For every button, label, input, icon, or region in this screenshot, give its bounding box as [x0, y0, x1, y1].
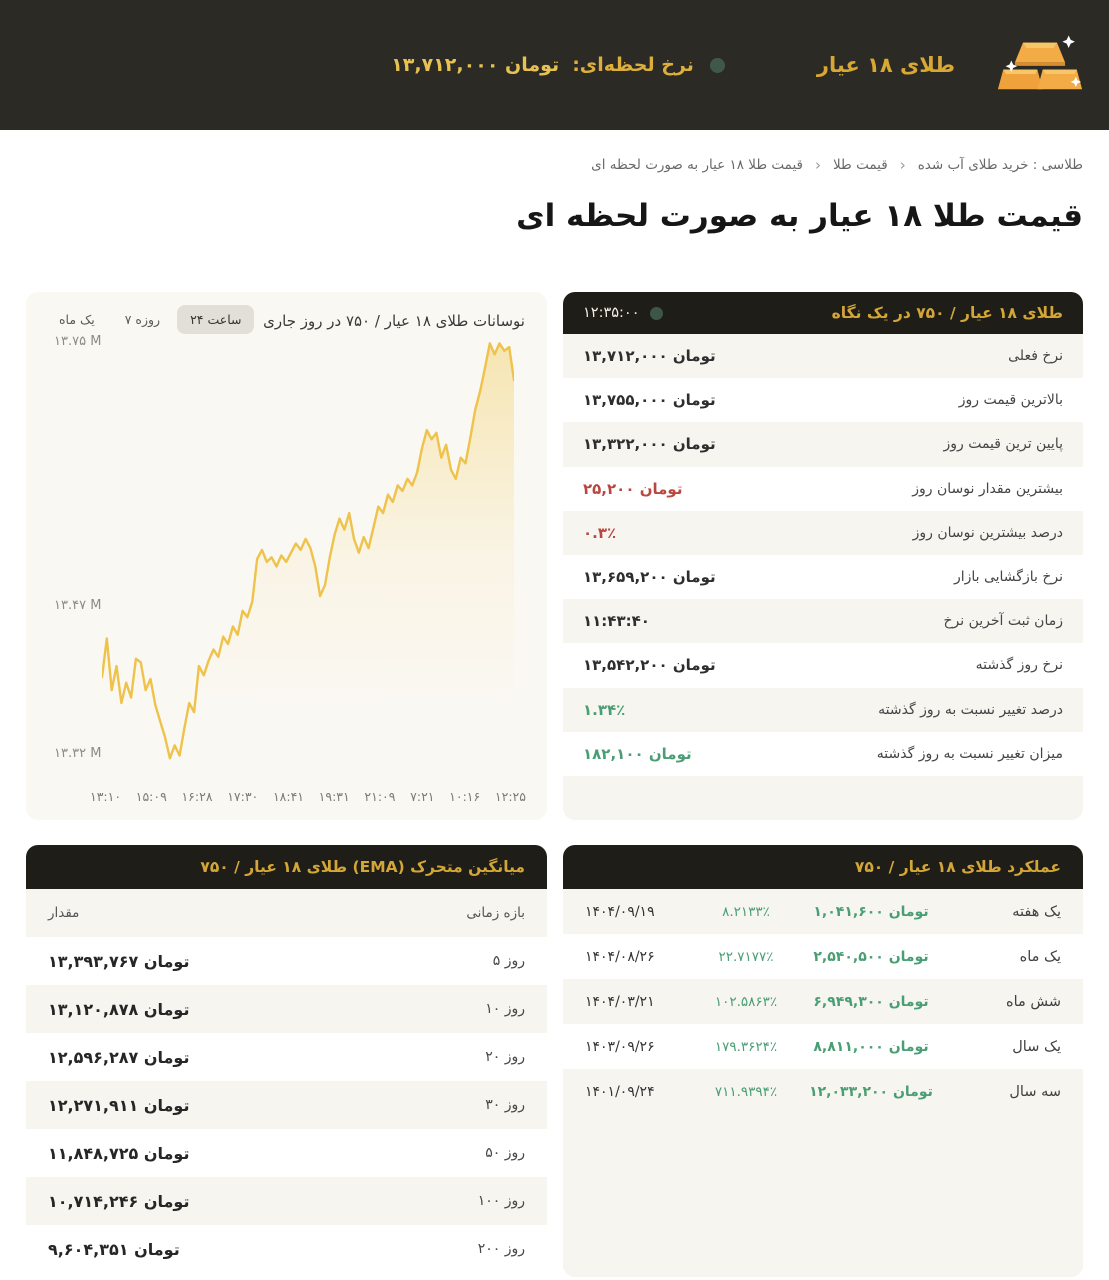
performance-percent: ۷۱۱.۹۳۹۴٪ — [714, 1083, 778, 1100]
brand-title[interactable]: طلای ۱۸ عیار — [816, 53, 955, 77]
summary-row — [563, 688, 1083, 732]
summary-row — [563, 334, 1083, 378]
summary-row — [563, 599, 1083, 643]
ema-period: ۱۰ روز — [485, 1001, 525, 1017]
ema-table-card — [26, 845, 547, 1275]
summary-row-value: ۱۳,۳۲۲,۰۰۰ تومان — [583, 435, 716, 454]
ema-period: ۵ روز — [492, 953, 525, 969]
performance-period: یک سال — [1012, 1038, 1061, 1055]
ema-value: ۱۳,۱۲۰,۸۷۸ تومان — [48, 999, 190, 1019]
summary-row-label: بالاترین قیمت روز — [958, 392, 1063, 409]
breadcrumb-item[interactable]: قیمت طلا — [833, 157, 888, 173]
ema-row — [26, 1129, 547, 1177]
ema-period: ۲۰۰ روز — [477, 1241, 525, 1257]
site-header — [0, 0, 1109, 130]
x-axis-tick: ۱۲:۲۵ — [494, 789, 526, 804]
performance-table-title: عملکرد طلای ۱۸ عیار / ۷۵۰ — [854, 858, 1061, 876]
ema-value: ۹,۶۰۴,۳۵۱ تومان — [48, 1239, 180, 1259]
ema-row — [26, 1225, 547, 1273]
summary-row-value: ۱۳,۷۱۲,۰۰۰ تومان — [583, 347, 716, 366]
ema-row — [26, 985, 547, 1033]
gold-bars-icon[interactable] — [997, 30, 1083, 100]
x-axis-tick: ۱۳:۱۰ — [90, 789, 122, 804]
performance-row — [563, 934, 1083, 979]
live-rate-label: نرخ لحظه‌ای: — [572, 54, 694, 76]
chart-area-fill — [102, 343, 514, 774]
y-axis-tick: ۱۳.۳۲ M — [54, 746, 102, 761]
ema-col-value: مقدار — [48, 905, 80, 921]
price-chart-card — [26, 292, 547, 820]
performance-amount: ۶,۹۴۹,۳۰۰ تومان — [813, 993, 929, 1010]
x-axis-ticks — [90, 789, 526, 804]
performance-period: سه سال — [1009, 1083, 1061, 1100]
x-axis-tick: ۷:۲۱ — [410, 789, 435, 804]
performance-row — [563, 979, 1083, 1024]
summary-row-label: درصد بیشترین نوسان روز — [912, 524, 1063, 541]
performance-amount: ۸,۸۱۱,۰۰۰ تومان — [813, 1038, 929, 1055]
summary-row-value: ۱۳,۶۵۹,۲۰۰ تومان — [583, 568, 716, 587]
summary-row — [563, 378, 1083, 422]
performance-period: یک ماه — [1019, 948, 1061, 965]
x-axis-tick: ۱۰:۱۶ — [449, 789, 481, 804]
chart-tab-active[interactable]: ۲۴ ساعت — [177, 305, 254, 334]
ema-period: ۲۰ روز — [485, 1049, 525, 1065]
performance-row — [563, 1024, 1083, 1069]
summary-row-label: درصد تغییر نسبت به روز گذشته — [878, 701, 1063, 718]
summary-row-label: بیشترین مقدار نوسان روز — [912, 480, 1063, 497]
summary-table-title: طلای ۱۸ عیار / ۷۵۰ در یک نگاه — [831, 304, 1063, 322]
summary-row-value: ۱۳,۷۵۵,۰۰۰ تومان — [583, 391, 716, 410]
chart-tab-option[interactable]: یک ماه — [59, 312, 95, 327]
breadcrumb-item[interactable]: طلاسی : خرید طلای آب شده — [917, 157, 1083, 173]
status-dot-icon — [650, 307, 663, 320]
performance-amount: ۱۲,۰۳۳,۲۰۰ تومان — [809, 1083, 933, 1100]
summary-table-card — [563, 292, 1083, 820]
summary-row-value: ۲۵,۲۰۰ تومان — [583, 479, 683, 498]
ema-row — [26, 1033, 547, 1081]
ema-value: ۱۲,۵۹۶,۲۸۷ تومان — [48, 1047, 190, 1067]
summary-rows — [563, 334, 1083, 820]
summary-row — [563, 422, 1083, 466]
summary-row-label: پایین ترین قیمت روز — [943, 436, 1063, 453]
performance-rows — [563, 889, 1083, 1114]
summary-table-header — [563, 292, 1083, 334]
summary-row-label: میزان تغییر نسبت به روز گذشته — [876, 745, 1063, 762]
x-axis-tick: ۱۵:۰۹ — [135, 789, 167, 804]
x-axis-tick: ۱۹:۳۱ — [318, 789, 350, 804]
summary-row-label: نرخ فعلی — [1008, 348, 1063, 365]
ema-table-header — [26, 845, 547, 889]
breadcrumb-item[interactable]: قیمت طلا ۱۸ عیار به صورت لحظه ای — [591, 157, 803, 173]
ema-period: ۳۰ روز — [485, 1097, 525, 1113]
summary-time: ۱۲:۳۵:۰۰ — [583, 305, 640, 321]
ema-col-period: بازه زمانی — [466, 905, 525, 921]
chevron-left-icon: ‹ — [899, 156, 906, 174]
summary-row-value: ۱۸۲,۱۰۰ تومان — [583, 744, 692, 763]
performance-percent: ۲۲.۷۱۷۷٪ — [718, 948, 774, 965]
chart-title: نوسانات طلای ۱۸ عیار / ۷۵۰ در روز جاری — [263, 312, 525, 330]
summary-row-label: زمان ثبت آخرین نرخ — [943, 613, 1063, 630]
performance-amount: ۱,۰۴۱,۶۰۰ تومان — [813, 903, 929, 920]
ema-period: ۱۰۰ روز — [477, 1193, 525, 1209]
performance-table-header — [563, 845, 1083, 889]
performance-row — [563, 1069, 1083, 1114]
chart-tab-option[interactable]: ۷ روزه — [124, 312, 161, 327]
performance-row — [563, 889, 1083, 934]
performance-percent: ۱۷۹.۳۶۲۴٪ — [714, 1038, 778, 1055]
x-axis-tick: ۱۸:۴۱ — [272, 789, 305, 804]
ema-row — [26, 937, 547, 985]
summary-row-label: نرخ بازگشایی بازار — [953, 569, 1063, 586]
summary-row — [563, 732, 1083, 776]
live-status-dot-icon — [710, 58, 725, 73]
ema-rows — [26, 937, 547, 1273]
main-content — [26, 292, 1083, 1277]
x-axis-tick: ۲۱:۰۹ — [364, 789, 396, 804]
ema-row — [26, 1177, 547, 1225]
performance-date: ۱۴۰۴/۰۳/۲۱ — [585, 993, 655, 1010]
performance-percent: ۸.۲۱۳۳٪ — [722, 903, 770, 920]
performance-percent: ۱۰۲.۵۸۶۳٪ — [714, 993, 778, 1010]
performance-table-card — [563, 845, 1083, 1277]
summary-row-label: نرخ روز گذشته — [975, 657, 1063, 674]
ema-period: ۵۰ روز — [485, 1145, 525, 1161]
performance-amount: ۲,۵۴۰,۵۰۰ تومان — [813, 948, 929, 965]
price-line-chart — [102, 336, 514, 774]
performance-date: ۱۴۰۳/۰۹/۲۶ — [585, 1038, 655, 1055]
x-axis-tick: ۱۷:۳۰ — [227, 789, 259, 804]
ema-value: ۱۳,۳۹۳,۷۶۷ تومان — [48, 951, 190, 971]
summary-row — [563, 555, 1083, 599]
x-axis-tick: ۱۶:۲۸ — [181, 789, 213, 804]
summary-row-value: ۱۱:۴۳:۴۰ — [583, 612, 650, 631]
performance-date: ۱۴۰۴/۰۹/۱۹ — [585, 903, 655, 920]
ema-column-headers — [26, 889, 547, 937]
y-axis-tick: ۱۳.۴۷ M — [54, 598, 102, 613]
summary-row — [563, 643, 1083, 687]
live-rate-value: ۱۳,۷۱۲,۰۰۰ تومان — [391, 54, 560, 76]
summary-row — [563, 776, 1083, 820]
chevron-left-icon: ‹ — [815, 156, 821, 174]
page-title: قیمت طلا ۱۸ عیار به صورت لحظه ای — [516, 198, 1083, 234]
ema-value: ۱۱,۸۴۸,۷۲۵ تومان — [48, 1143, 190, 1163]
summary-row-value: ۰.۳٪ — [583, 523, 617, 542]
ema-row — [26, 1081, 547, 1129]
performance-period: یک هفته — [1012, 903, 1061, 920]
summary-row-value: ۱.۳۴٪ — [583, 700, 626, 719]
breadcrumb — [26, 156, 1083, 174]
performance-date: ۱۴۰۱/۰۹/۲۴ — [585, 1083, 655, 1100]
performance-period: شش ماه — [1005, 993, 1061, 1010]
summary-time-wrap — [583, 305, 663, 321]
summary-row — [563, 467, 1083, 511]
performance-date: ۱۴۰۴/۰۸/۲۶ — [585, 948, 655, 965]
summary-row-value: ۱۳,۵۴۲,۲۰۰ تومان — [583, 656, 716, 675]
ema-value: ۱۲,۲۷۱,۹۱۱ تومان — [48, 1095, 190, 1115]
ema-table-title: میانگین متحرک (EMA) طلای ۱۸ عیار / ۷۵۰ — [200, 858, 525, 876]
performance-card-filler — [563, 1114, 1083, 1277]
chart-range-tabs — [46, 305, 254, 334]
summary-row — [563, 511, 1083, 555]
y-axis-tick: ۱۳.۷۵ M — [54, 334, 102, 349]
ema-value: ۱۰,۷۱۴,۲۴۶ تومان — [48, 1191, 190, 1211]
